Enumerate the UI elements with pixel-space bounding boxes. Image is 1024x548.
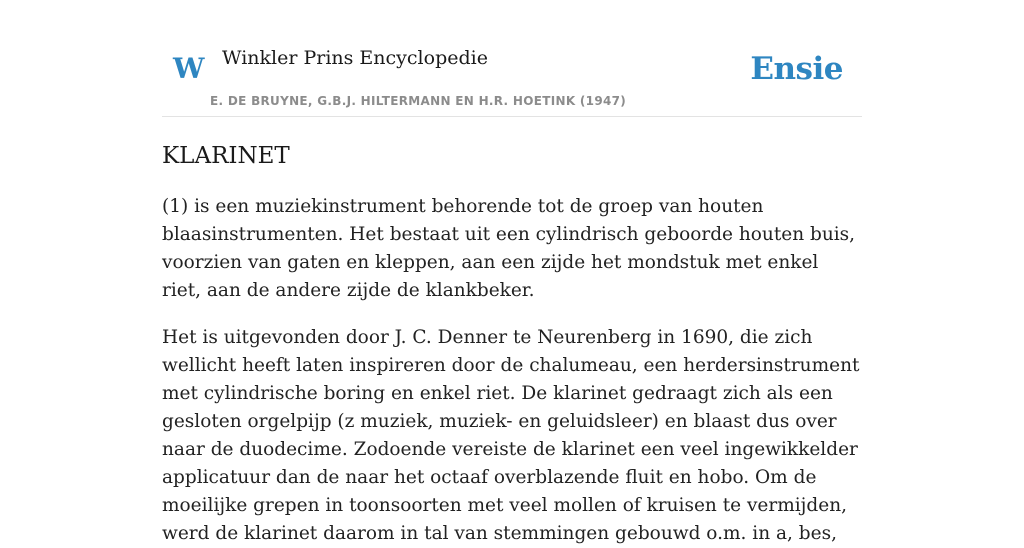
ensie-brand-link[interactable]: Ensie [750,51,843,87]
entry-paragraph: Het is uitgevonden door J. C. Denner te Neurenberg in 1690, die zich wellicht heeft laten inspireren door de chalumeau, een herdersinstrument met cylindrische boring en enkel riet. De klarinet gedraagt zich als een gesloten orgelpijp (z muziek, muziek- en geluidsleer) en blaast dus over naar de duodecime. Zodoende vereiste de klarinet een veel ingewikkelder applicatuur dan de naar het octaaf overblazende fluit en hobo. Om de moeilijke grepen in toonsoorten met veel mollen of kruisen te vermijden, werd de klarinet daarom in tal van stemmingen gebouwd o.m. in a, bes, [162,327,860,544]
source-authors: E. DE BRUYNE, G.B.J. HILTERMANN EN H.R. HOETINK (1947) [210,94,627,108]
source-title[interactable]: Winkler Prins Encyclopedie [222,47,488,69]
source-header [162,0,862,117]
entry-title: KLARINET [162,143,290,169]
entry-paragraph: (1) is een muziekinstrument behorende tot de groep van houten blaasinstrumenten. Het bestaat uit een cylindrisch geboorde houten buis, voorzien van gaten en kleppen, aan een zijde het mondstuk met enkel riet, aan de andere zijde de klankbeker. [162,196,856,301]
content-column [162,0,862,548]
winkler-prins-logo[interactable]: W [173,52,205,85]
